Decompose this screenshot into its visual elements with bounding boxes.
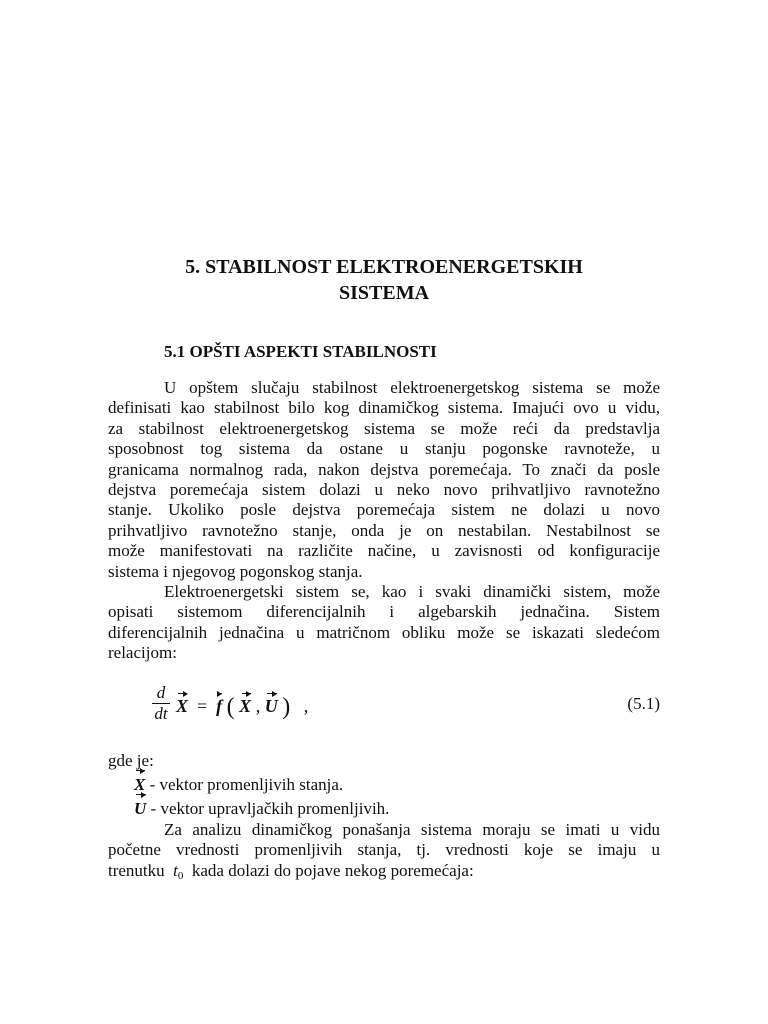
vector-u-symbol: U bbox=[134, 797, 146, 821]
equation-number: (5.1) bbox=[627, 694, 660, 713]
chapter-title-line1: 5. STABILNOST ELEKTROENERGETSKIH bbox=[185, 256, 583, 278]
derivative-fraction bbox=[150, 683, 172, 724]
trailing-comma: , bbox=[303, 696, 309, 716]
paragraph-stability-definition bbox=[108, 378, 660, 582]
paragraph-line: definisati kao stabilnost bilo kog dinamičkog sistema. Imajući ovo u vidu, bbox=[108, 398, 660, 418]
time-symbol: t bbox=[173, 860, 178, 880]
paragraph-line: stanje. Ukoliko posle dejstva poremećaja sistem ne dolazi u novo bbox=[108, 500, 660, 520]
paragraph-line: početne vrednosti promenljivih stanja, tj. vrednosti koje se imaju u bbox=[108, 840, 660, 860]
paragraph-line: za stabilnost elektroenergetskog sistema se može reći da predstavlja bbox=[108, 418, 660, 438]
vector-u-argument: U bbox=[264, 696, 278, 716]
paragraph-line: sistema i njegovog pogonskog stanja. bbox=[108, 561, 363, 581]
vector-x-symbol: X bbox=[134, 773, 145, 797]
time-subscript: 0 bbox=[177, 869, 184, 882]
paragraph-line: trenutku $t_0$ kada dolazi do pojave nekog poremećaja: bbox=[108, 860, 474, 882]
chapter-title bbox=[108, 254, 660, 306]
equation-5-1 bbox=[150, 683, 660, 729]
paragraph-line: relacijom: bbox=[108, 643, 177, 663]
paragraph-line: Elektroenergetski sistem se, kao i svaki dinamički sistem, može bbox=[164, 582, 660, 601]
symbol-definitions bbox=[108, 749, 660, 821]
paragraph-initial-values bbox=[108, 820, 660, 886]
close-paren: ) bbox=[282, 694, 291, 720]
open-paren: ( bbox=[226, 694, 235, 720]
vector-f-symbol: f bbox=[216, 696, 223, 716]
paragraph-line: U opštem slučaju stabilnost elektroenergetskog sistema se može bbox=[164, 378, 660, 397]
paragraph-line: može manifestovati na različite načine, u zavisnosti od konfiguracije bbox=[108, 541, 660, 561]
equation-expression bbox=[176, 694, 308, 721]
fraction-numerator: d bbox=[156, 683, 166, 702]
paragraph-line: sposobnost tog sistema da ostane u stanju pogonske ravnoteže, u bbox=[108, 439, 660, 459]
paragraph-line: Za analizu dinamičkog ponašanja sistema moraju se imati u vidu bbox=[164, 820, 660, 839]
paragraph-line: granicama normalnog rada, nakon dejstva poremećaja. To znači da posle bbox=[108, 459, 660, 479]
definition-item bbox=[108, 773, 660, 797]
paragraph-line: opisati sistemom diferencijalnih i algebarskih jednačina. Sistem bbox=[108, 602, 660, 622]
definition-item bbox=[108, 797, 660, 821]
paragraph-line: dejstva poremećaja sistem dolazi u neko novo prihvatljivo ravnotežno bbox=[108, 480, 660, 500]
vector-x-symbol: X bbox=[176, 696, 189, 716]
paragraph-line: diferencijalnih jednačina u matričnom obliku može se iskazati sledećom bbox=[108, 622, 660, 642]
vector-x-argument: X bbox=[239, 696, 252, 716]
equals-sign: = bbox=[197, 696, 208, 716]
paragraph-differential-equations bbox=[108, 582, 660, 664]
definition-text: - vektor promenljivih stanja. bbox=[145, 775, 344, 794]
paragraph-line: prihvatljivo ravnotežno stanje, onda je on nestabilan. Nestabilnost se bbox=[108, 520, 660, 540]
fraction-denominator: dt bbox=[154, 704, 168, 723]
argument-comma: , bbox=[255, 696, 261, 716]
section-heading: 5.1 OPŠTI ASPEKTI STABILNOSTI bbox=[164, 342, 437, 361]
chapter-title-line2: SISTEMA bbox=[338, 282, 430, 304]
where-intro: gde je: bbox=[108, 751, 154, 770]
definition-text: - vektor upravljačkih promenljivih. bbox=[146, 799, 390, 818]
